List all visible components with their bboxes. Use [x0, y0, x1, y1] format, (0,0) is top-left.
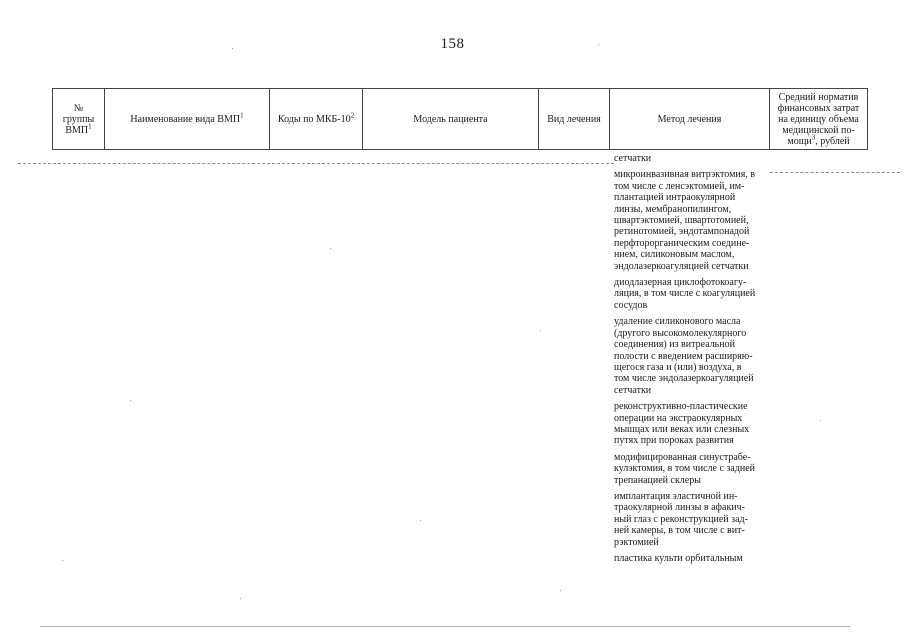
treatment-method-line: линзы, мембранопилингом,	[614, 203, 732, 215]
treatment-method-line: сетчатки	[614, 153, 652, 164]
treatment-method-line: соединения) из витреальной	[614, 339, 735, 351]
treatment-method-line: эндолазеркоагуляцией сетчатки	[614, 260, 749, 272]
scan-speck	[130, 400, 131, 401]
treatment-method-line: щегося газа и (или) воздуха, в	[614, 361, 742, 373]
treatment-method-line: операции на экстраокулярных	[614, 412, 743, 424]
treatment-method-line: имплантация эластичной ин-	[614, 490, 738, 502]
treatment-method-item	[614, 401, 774, 447]
scan-speck	[240, 598, 241, 599]
header-text-line: ВМП	[65, 124, 89, 136]
treatment-method-line: рэктомией	[614, 536, 659, 548]
header-text-line: медицинской по-	[782, 124, 855, 136]
header-text-line: Метод лечения	[657, 113, 722, 125]
treatment-method-line: диодлазерная циклофотокоагу-	[614, 277, 747, 289]
header-treatment-method	[610, 89, 770, 150]
treatment-method-item	[614, 553, 774, 564]
header-average-cost	[770, 89, 868, 150]
footnote-marker: 3	[811, 133, 816, 142]
treatment-method-line: траокулярной линзы в афакич-	[614, 502, 746, 514]
treatment-method-line: полости с введением расширяю-	[614, 350, 753, 362]
header-text-line: на единицу объема	[778, 113, 859, 125]
treatment-method-line: сосудов	[614, 299, 648, 311]
treatment-method-line: том числе эндолазеркоагуляцией	[614, 373, 754, 385]
treatment-method-line: кулэктомия, в том числе с задней	[614, 463, 756, 475]
header-text-line: группы	[62, 113, 95, 125]
footnote-marker: 1	[240, 111, 244, 120]
treatment-method-line: пластика культи орбитальным	[614, 553, 743, 564]
treatment-method-line: (другого высокомолекулярного	[614, 327, 747, 339]
treatment-method-item	[614, 169, 774, 272]
header-treatment-type	[539, 89, 610, 150]
header-text-line: №	[73, 102, 84, 114]
treatment-method-line: реконструктивно-пластические	[614, 401, 748, 413]
treatment-method-line: сетчатки	[614, 384, 652, 396]
treatment-method-line: микроинвазивная витрэктомия, в	[614, 169, 756, 181]
treatment-method-line: том числе с ленсэктомией, им-	[614, 180, 745, 192]
header-text-line: Наименование вида ВМП	[130, 113, 241, 125]
row-separator-left	[18, 163, 614, 164]
scan-speck	[598, 44, 599, 45]
scan-speck	[232, 48, 233, 49]
treatment-method-line: путях при пороках развития	[614, 435, 734, 447]
page-bottom-edge	[40, 626, 850, 627]
footnote-marker: 2	[350, 111, 355, 120]
header-patient-model	[363, 89, 539, 150]
scan-speck	[820, 420, 821, 421]
treatment-method-item	[614, 277, 774, 311]
treatment-method-line: ретинотомией, эндотампонадой	[614, 226, 750, 238]
header-vmp-name	[105, 89, 270, 150]
header-text-line: Средний норматив	[778, 91, 859, 103]
treatment-method-line: трепанацией склеры	[614, 474, 701, 486]
treatment-method-line: ней камеры, в том числе с вит-	[614, 525, 745, 537]
header-text-line: мощи	[787, 135, 812, 147]
scan-speck	[540, 330, 541, 331]
scan-speck	[560, 590, 561, 591]
header-text-line: , рублей	[815, 135, 850, 147]
row-separator-right	[770, 172, 900, 173]
page-number: 158	[440, 36, 465, 52]
treatment-method-column	[614, 153, 774, 569]
treatment-method-item	[614, 452, 774, 486]
scan-speck	[62, 560, 63, 561]
scan-speck	[420, 520, 421, 521]
treatment-method-line: нием, силиконовым маслом,	[614, 249, 735, 261]
treatment-method-item	[614, 316, 774, 396]
footnote-marker: 1	[88, 122, 92, 131]
treatment-method-line: модифицированная синустрабе-	[614, 451, 751, 463]
header-text-line: Коды по МКБ-10	[277, 113, 351, 125]
scan-speck	[330, 248, 331, 249]
treatment-method-item	[614, 153, 774, 164]
header-group-number	[53, 89, 105, 150]
header-text-line: финансовых затрат	[777, 102, 860, 114]
treatment-method-line: мышцах или веках или слезных	[614, 423, 750, 435]
treatment-method-line: ляция, в том числе с коагуляцией	[614, 288, 756, 300]
treatment-method-item	[614, 491, 774, 548]
header-text-line: Вид лечения	[547, 113, 601, 125]
treatment-method-line: швартэктомией, швартотомией,	[614, 215, 749, 227]
treatment-method-line: перфторорганическим соедине-	[614, 237, 750, 249]
header-icd-codes	[270, 89, 363, 150]
table-header	[52, 88, 868, 150]
header-text-line: Модель пациента	[413, 113, 488, 125]
treatment-method-line: плантацией интраокулярной	[614, 192, 736, 204]
treatment-method-line: удаление силиконового масла	[614, 316, 741, 328]
treatment-method-line: ный глаз с реконструкцией зад-	[614, 513, 748, 525]
